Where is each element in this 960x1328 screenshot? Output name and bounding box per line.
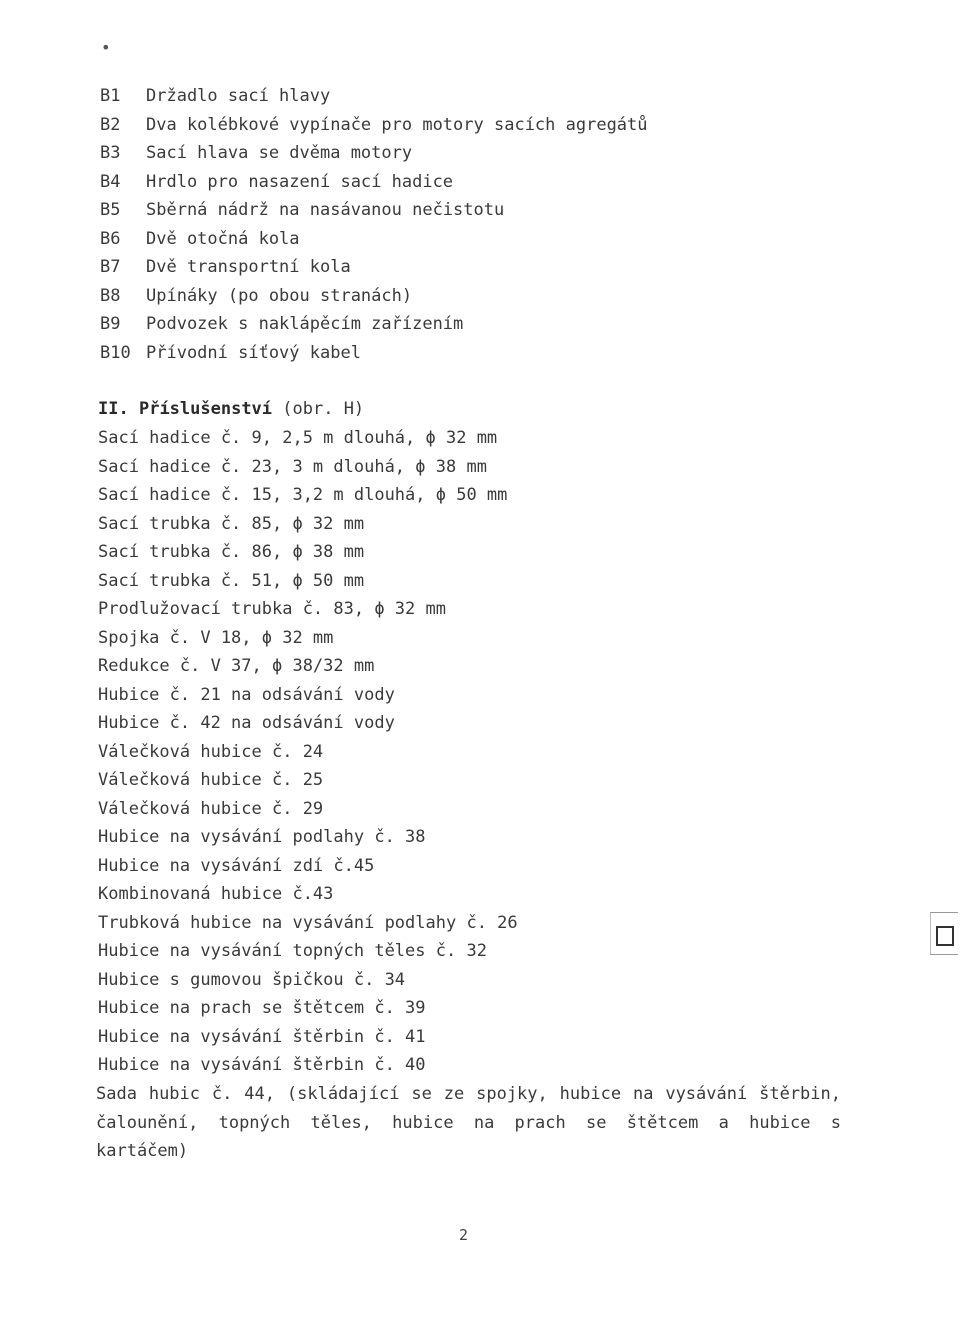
parts-list-item [100, 339, 648, 368]
accessory-item: Trubková hubice na vysávání podlahy č. 26 [98, 912, 518, 933]
accessory-item: Spojka č. V 18, ϕ 32 mm [98, 627, 334, 648]
accessory-item: Hubice s gumovou špičkou č. 34 [98, 969, 406, 990]
parts-list-item [100, 282, 648, 311]
accessory-item: Hubice na vysávání štěrbin č. 41 [98, 1026, 426, 1047]
part-code: B8 [100, 285, 121, 306]
accessory-item: Hubice na prach se štětcem č. 39 [98, 998, 426, 1018]
accessory-item: Sací trubka č. 51, ϕ 50 mm [98, 570, 365, 591]
parts-list-item [100, 111, 648, 140]
margin-rule-bottom [930, 954, 958, 955]
part-description: Dvě otočná kola [146, 228, 300, 249]
part-code: B2 [100, 114, 121, 135]
accessory-item: Kombinovaná hubice č.43 [98, 884, 334, 904]
accessory-item: Válečková hubice č. 25 [98, 770, 324, 790]
accessory-item: Hubice na vysávání zdí č.45 [98, 855, 375, 876]
section-number: II. [98, 399, 129, 419]
part-description: Upínáky (po obou stranách) [146, 285, 413, 306]
parts-list-item [100, 310, 648, 339]
accessory-item: Sací trubka č. 86, ϕ 38 mm [98, 542, 365, 562]
parts-list [100, 82, 648, 367]
part-code: B9 [100, 314, 121, 334]
accessory-item: Válečková hubice č. 24 [98, 741, 324, 762]
part-code: B3 [100, 143, 121, 163]
bullet-mark: • [101, 38, 111, 57]
margin-rule-top [930, 912, 958, 913]
part-description: Hrdlo pro nasazení sací hadice [146, 171, 454, 192]
part-code: B4 [100, 171, 121, 192]
part-code: B7 [100, 257, 121, 277]
part-description: Dva kolébkové vypínače pro motory sacích agregátů [146, 114, 648, 135]
part-description: Sací hlava se dvěma motory [146, 143, 413, 163]
accessory-item: Hubice na vysávání podlahy č. 38 [98, 827, 426, 847]
parts-list-item [100, 168, 648, 197]
accessory-item: Válečková hubice č. 29 [98, 798, 324, 819]
part-description: Podvozek s naklápěcím zařízením [146, 314, 464, 334]
accessory-item: Hubice č. 21 na odsávání vody [98, 684, 395, 705]
part-description: Přívodní síťový kabel [146, 342, 361, 363]
parts-list-item [100, 139, 648, 168]
figure-reference: (obr. H) [282, 399, 365, 419]
accessory-item: Redukce č. V 37, ϕ 38/32 mm [98, 656, 375, 676]
part-code: B6 [100, 228, 121, 249]
accessory-item: Sací hadice č. 23, 3 m dlouhá, ϕ 38 mm [98, 456, 487, 477]
accessory-item: Hubice č. 42 na odsávání vody [98, 713, 395, 733]
accessory-item: Sací trubka č. 85, ϕ 32 mm [98, 513, 365, 534]
parts-list-item [100, 253, 648, 282]
parts-list-item [100, 196, 648, 225]
part-code: B1 [100, 86, 121, 106]
section-title: Příslušenství [138, 399, 273, 419]
square-marker-icon [930, 910, 960, 956]
part-code: B5 [100, 200, 121, 220]
part-description: Sběrná nádrž na nasávanou nečistotu [146, 200, 505, 220]
part-code: B10 [100, 342, 131, 363]
square-box [936, 926, 954, 946]
accessories-list [98, 424, 518, 1080]
page-number: 2 [459, 1226, 469, 1244]
accessory-item: Sací hadice č. 15, 3,2 m dlouhá, ϕ 50 mm [98, 485, 508, 505]
parts-list-item [100, 225, 648, 254]
parts-list-item [100, 82, 648, 111]
accessory-item: Prodlužovací trubka č. 83, ϕ 32 mm [98, 599, 446, 619]
margin-rule [930, 912, 931, 955]
accessory-item: Hubice na vysávání topných těles č. 32 [98, 941, 487, 961]
section-heading [98, 395, 364, 424]
accessory-item: Sací hadice č. 9, 2,5 m dlouhá, ϕ 32 mm [98, 428, 498, 448]
part-description: Dvě transportní kola [146, 257, 351, 277]
nozzle-set-description: Sada hubic č. 44, (skládající se ze spojky, hubice na vysávání štěrbin, čalounění, topných těles, hubice na prach se štětcem a hubice s kartáčem) [96, 1084, 841, 1161]
part-description: Držadlo sací hlavy [146, 86, 331, 106]
accessory-item: Hubice na vysávání štěrbin č. 40 [98, 1055, 426, 1075]
